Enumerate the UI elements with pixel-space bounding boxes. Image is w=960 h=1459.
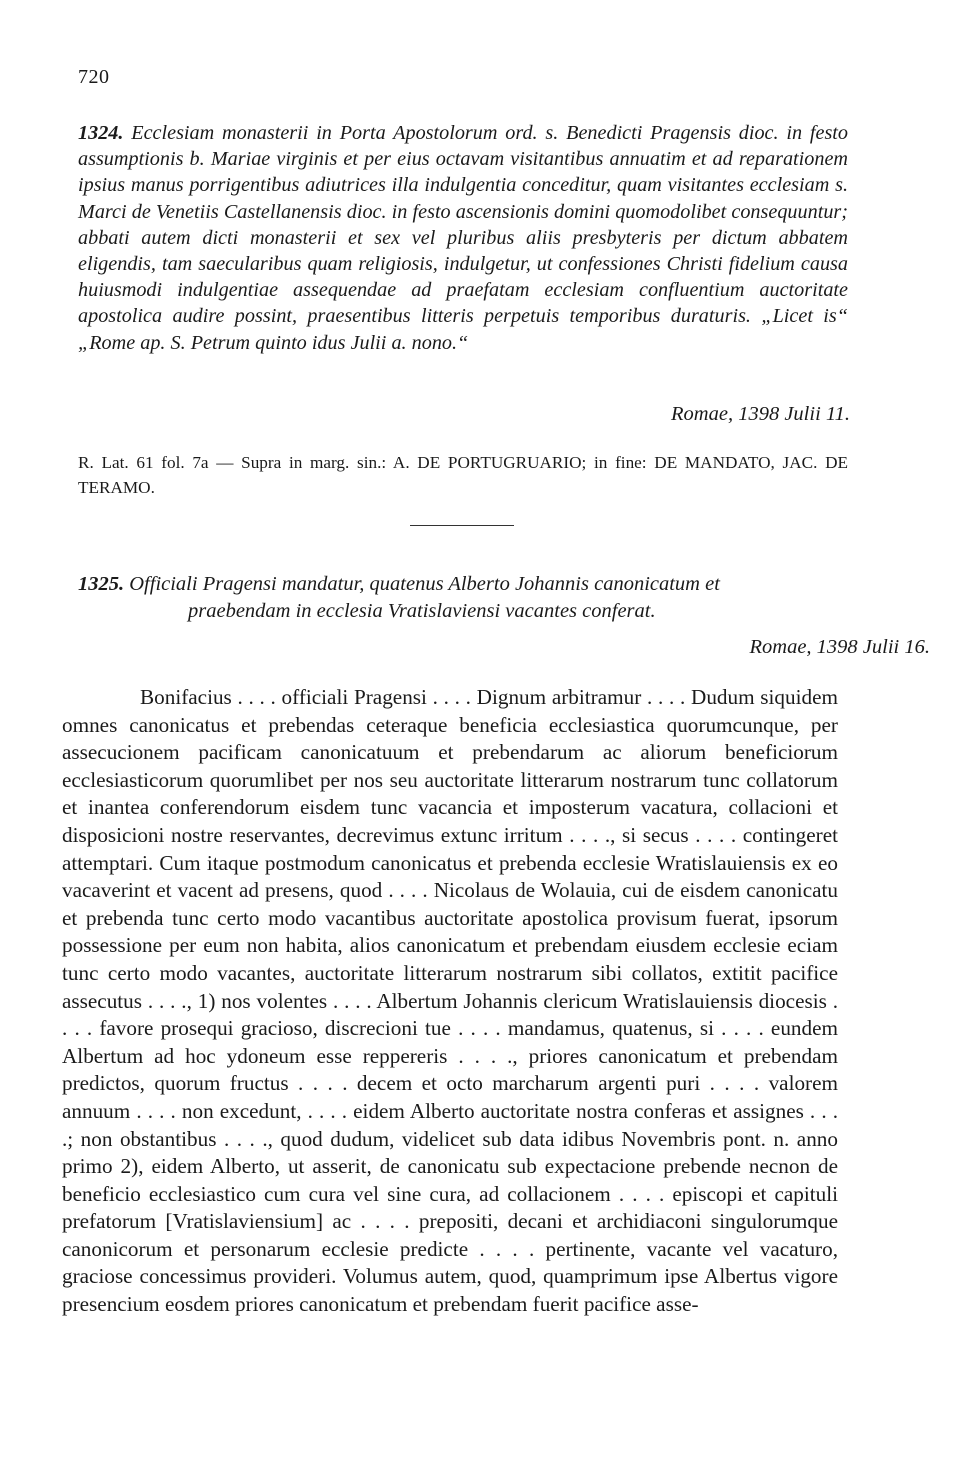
page-number: 720 bbox=[78, 66, 110, 88]
entry-1325-summary bbox=[78, 571, 848, 625]
entry-1324-date: Romae, 1398 Julii 11. bbox=[671, 403, 850, 425]
section-divider bbox=[410, 525, 514, 526]
entry-1324-text: Ecclesiam monasterii in Porta Apostolorum ord. s. Benedicti Pragensis dioc. in festo assumptionis b. Mariae virginis et per eius octavam visitantibus annuatim et ad reparationem ipsius manus porrigentibus adiutrices illa indulgentia conceditur, quam visitantes ecclesiam s. Marci de Venetiis Castellanensis dioc. in festo ascensionis domini quomodolibet consequuntur; abbati autem dicti monasterii et sex vel pluribus aliis presbyteris per dictum abbatem eligendis, tam saecularibus quam religiosis, indulgetur, ut confessiones Christi fidelium causa huiusmodi indulgentiae assequendae ad praefatam ecclesiam confluentium auctoritate apostolica audire possint, praesentibus litteris perpetuis temporibus duraturis. „Licet is“ „Rome ap. S. Petrum quinto idus Julii a. nono.“ bbox=[78, 122, 849, 354]
entry-1324-source-note: R. Lat. 61 fol. 7a — Supra in marg. sin.: A. DE PORTUGRUARIO; in fine: DE MANDATO, JAC. DE TERAMO. bbox=[78, 453, 848, 497]
entry-1325-date: Romae, 1398 Julii 16. bbox=[749, 636, 930, 658]
entry-1324-summary bbox=[78, 120, 848, 356]
entry-1325-body: Bonifacius . . . . officiali Pragensi . . . . Dignum arbitramur . . . . Dudum siquidem omnes canonicatus et prebendas ceteraque beneficia ecclesiastica quorumcunque, per assecucionem pacificam canonicatuum et prebendarum ac aliorum beneficiorum ecclesiasticorum quorumlibet per nos seu auctoritate litterarum nostrarum tunc collatorum et inantea conferendorum eisdem tunc vacancia et imposterum vacatura, collacioni et disposicioni nostre reservantes, decrevimus extunc irritum . . . ., si secus . . . . contingeret attemptari. Cum itaque postmodum canonicatus et prebenda ecclesie Wratislauiensis ex eo vacaverint et vacent ad presens, quod . . . . Nicolaus de Wolauia, cui de eisdem canonicatu et prebenda tunc certo modo vacantibus auctoritate apostolica provisum fuerat, ipsorum possessione per eum non habita, alios canonicatum et prebendam eiusdem ecclesie eciam tunc certo modo vacantes, auctoritate litterarum nostrarum sibi collatos, extitit pacifice assecutus . . . ., 1) nos volentes . . . . Albertum Johannis clericum Wratislauiensis diocesis . . . . favore prosequi gracioso, discrecioni tue . . . . mandamus, quatenus, si . . . . eundem Albertum ad hoc ydoneum esse reppereris . . . ., priores canonicatum et prebendam predictos, quorum fructus . . . . decem et octo marcharum argenti puri . . . . valorem annuum . . . . non excedunt, . . . . eidem Alberto auctoritate nostra conferas et assignes . . . .; non obstantibus . . . ., quod dudum, videlicet sub data idibus Novembris pont. n. anno primo 2), eidem Alberto, ut asserit, de canonicatu sub expectacione prebende necnon de beneficio ecclesiastico cum cura vel sine cura, ad collacionem . . . . episcopi et capituli prefatorum [Vratislaviensium] ac . . . . prepositi, decani et archidiaconi singulorumque canonicorum et personarum ecclesie predicte . . . . pertinente, vacante vel vacaturo, graciose concessimus provideri. Volumus autem, quod, quamprimum ipse Albertus vigore presencium eosdem priores canonicatum et prebendam fuerit pacifice asse- bbox=[62, 685, 838, 1317]
entry-1324-number: 1324. bbox=[78, 122, 124, 144]
entry-1325-summary-line1: Officiali Pragensi mandatur, quatenus Alberto Johannis canonicatum et bbox=[129, 573, 720, 595]
entry-1325-number: 1325. bbox=[78, 573, 125, 595]
entry-1325-summary-line2: praebendam in ecclesia Vratislaviensi vacantes conferat. bbox=[188, 600, 656, 622]
